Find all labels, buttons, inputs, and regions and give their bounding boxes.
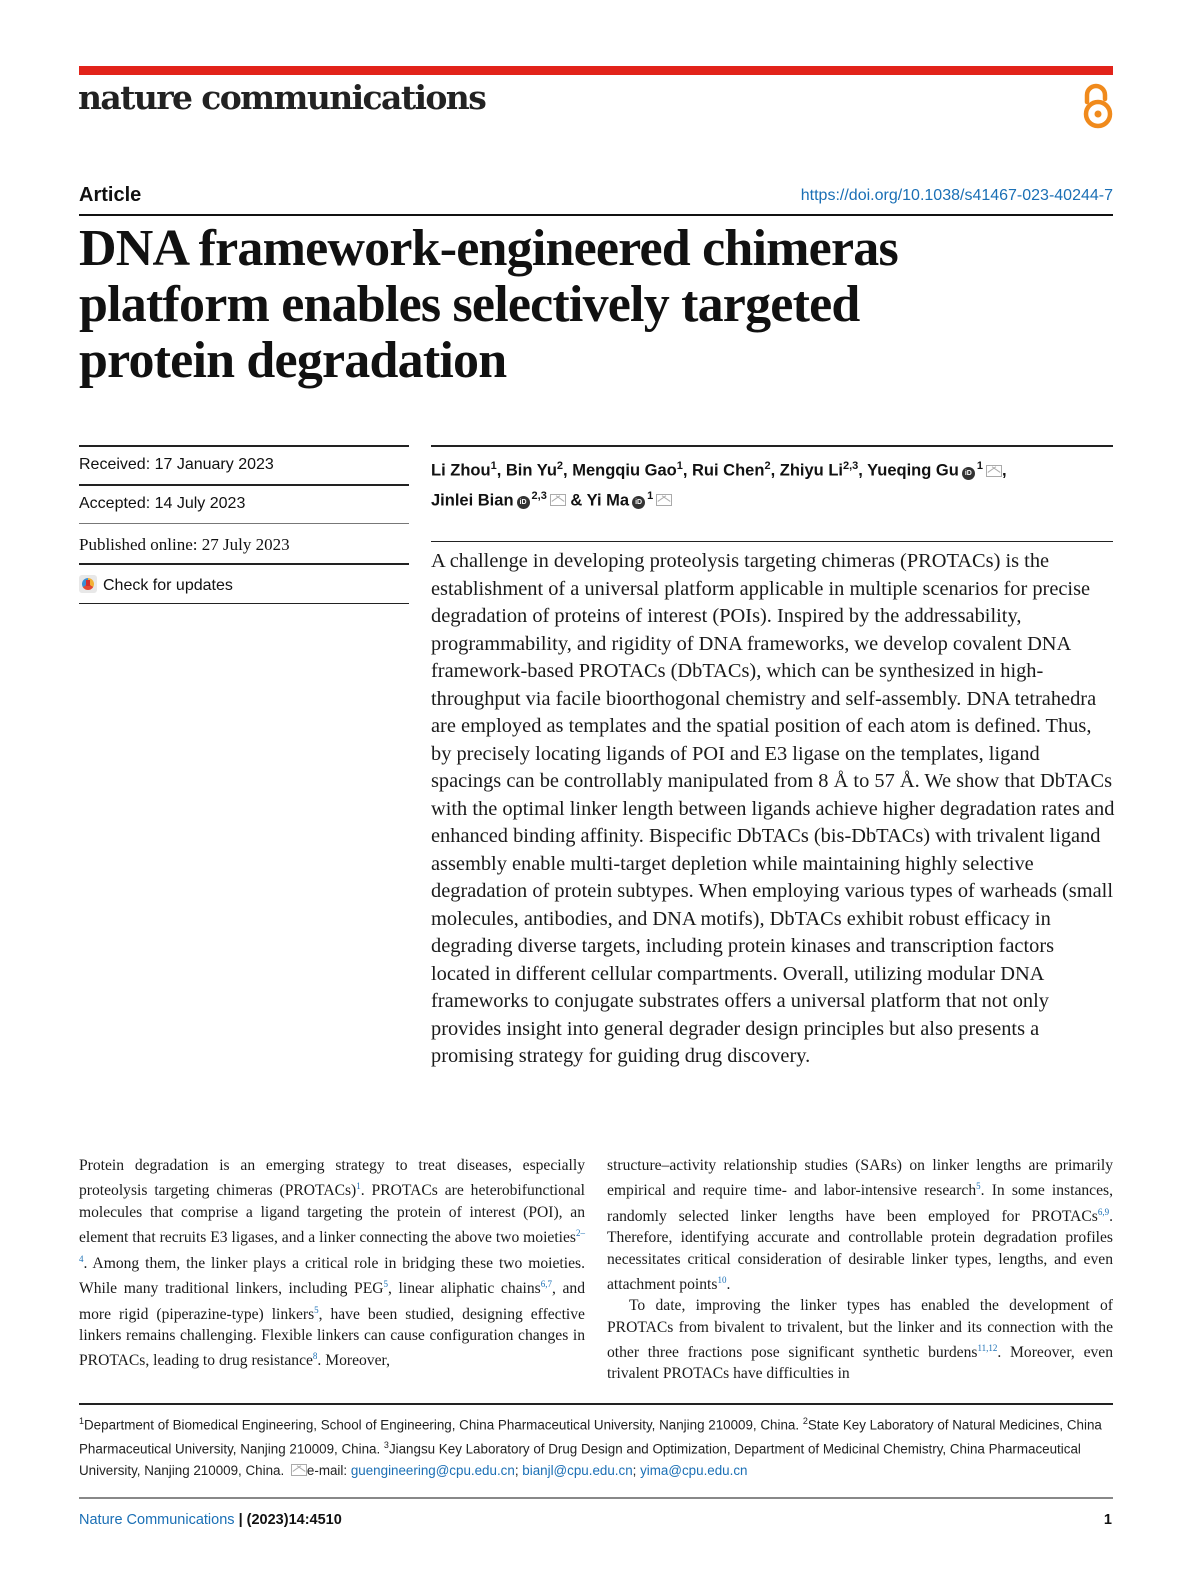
received-date: Received: 17 January 2023 (79, 456, 274, 473)
footer-journal-link[interactable]: Nature Communications (79, 1512, 235, 1528)
email-icon[interactable] (550, 494, 566, 506)
email-icon (291, 1464, 307, 1476)
author-name[interactable]: Li Zhou (431, 461, 491, 480)
reference-link[interactable]: 5 (314, 1304, 319, 1315)
affiliation-2: State Key Laboratory of Natural Medicines, China Pharmaceutical University, Nanjing 210009, China. (79, 1417, 1102, 1457)
reference-link[interactable]: 11,12 (977, 1342, 998, 1353)
author-affiliation-number: 1 (676, 460, 683, 472)
dates-rule (79, 484, 409, 486)
accepted-date: Accepted: 14 July 2023 (79, 495, 246, 512)
affiliation-3: Jiangsu Key Laboratory of Drug Design and Optimization, Department of Medicinal Chemistry, China Pharmaceutical University, Nanjing 210009, China. (79, 1441, 1081, 1478)
author-name[interactable]: Rui Chen (692, 461, 765, 480)
title-line: DNA framework-engineered chimeras (79, 220, 898, 277)
reference-link[interactable]: 1 (356, 1181, 361, 1192)
email-link[interactable]: yima@cpu.edu.cn (640, 1462, 748, 1478)
title-line: protein degradation (79, 332, 507, 389)
check-for-updates-icon (79, 575, 97, 593)
reference-link[interactable]: 10 (717, 1274, 727, 1285)
email-link[interactable]: bianjl@cpu.edu.cn (522, 1462, 633, 1478)
reference-link[interactable]: 5 (976, 1181, 981, 1192)
body-paragraph: Protein degradation is an emerging strategy to treat diseases, especially proteolysis targeting chimeras (PROTACs)$^1$. PROTACs are heterobifunctional molecules that comprise a ligand targeting the protein of interest (POI), an element that recruits E3 ligases, and a linker connecting the above two moieties$^{2-4}$. Among them, the linker plays a critical role in bridging these two moieties. While many traditional linkers, including PEG$^5$, linear aliphatic chains$^{6,7}$, and more rigid (piperazine-type) linkers$^5$, have been studied, designing effective linkers remains challenging. Flexible linkers can cause configuration changes in PROTACs, leading to drug resistance$^8$. Moreover, (79, 1157, 586, 1370)
email-icon[interactable] (656, 494, 672, 506)
reference-link[interactable]: 6,9 (1097, 1206, 1110, 1217)
article-title (79, 221, 1079, 389)
body-paragraph: To date, improving the linker types has enabled the development of PROTACs from bivalent to trivalent, but the linker and its connection with the other three fractions pose significant synthetic burdens$^{11,12}$. Moreover, even trivalent PROTACs have difficulties in (607, 1297, 1114, 1383)
page-number: 1 (1103, 1512, 1112, 1528)
orcid-icon[interactable]: iD (517, 496, 530, 509)
email-link[interactable]: guengineering@cpu.edu.cn (350, 1462, 515, 1478)
dates-rule (79, 523, 409, 524)
dates-top-rule (79, 445, 409, 447)
email-label: e-mail: (306, 1462, 351, 1478)
check-for-updates-button[interactable] (79, 575, 233, 595)
footer-rule (79, 1497, 1113, 1499)
published-date: Published online: 27 July 2023 (79, 535, 290, 554)
author-name[interactable]: Bin Yu (505, 461, 557, 480)
open-access-lock-icon (1078, 82, 1118, 130)
title-rule (79, 214, 1113, 216)
body-column-right (607, 1155, 1113, 1385)
author-affiliation-number: 1 (647, 489, 654, 502)
footer-volume: | (2023)14:4510 (234, 1512, 342, 1528)
author-affiliation-number: 2 (764, 460, 771, 472)
reference-link[interactable]: 2–4 (79, 1228, 585, 1264)
abstract-top-rule (431, 541, 1113, 542)
author-name[interactable]: Yi Ma (586, 491, 630, 509)
author-list: Li Zhou$^1$, Bin Yu$^2$, Mengqiu Gao$^1$, Rui Chen$^2$, Zhiyu Li$^{2,3}$, Yueqing Gu $iD^1$ , Jinlei Bian iD$^{2,3}$ & Yi Ma $iD^1$ (431, 460, 1007, 509)
body-paragraph: structure–activity relationship studies (SARs) on linker lengths are primarily empirical and require time- and labor-intensive research$^5$. In some instances, randomly selected linker lengths have been employed for PROTACs$^{6,9}$. Therefore, identifying accurate and controllable protein degradation profiles necessitates critical consideration of desirable linker types, lengths, and even attachment points$^{10}$. (607, 1157, 1113, 1294)
check-for-updates-label: Check for updates (103, 577, 233, 594)
author-name[interactable]: Jinlei Bian (431, 491, 514, 509)
footer-citation (79, 1512, 342, 1528)
orcid-icon[interactable]: iD (962, 467, 975, 480)
reference-link[interactable]: 5 (383, 1279, 389, 1290)
body-column-left (79, 1155, 585, 1372)
affiliation-number: 3 (383, 1440, 389, 1451)
reference-link[interactable]: 8 (312, 1351, 318, 1362)
journal-accent-bar (79, 66, 1113, 75)
email-icon[interactable] (986, 465, 1002, 477)
author-affiliation-number: 1 (490, 460, 497, 472)
affiliations: $^1$Department of Biomedical Engineering, School of Engineering, China Pharmaceutical University, Nanjing 210009, China. $^2$State Key Laboratory of Natural Medicines, China Pharmaceutical University, Nanjing 210009, China. $^3$Jiangsu Key Laboratory of Drug Design and Optimization, Department of Medicinal Chemistry, China Pharmaceutical University, Nanjing 210009, China. e-mail: guengineering@cpu.edu.cn; bianjl@cpu.edu.cn; yima@cpu.edu.cn (79, 1416, 1102, 1478)
affiliation-1: Department of Biomedical Engineering, School of Engineering, China Pharmaceutical University, Nanjing 210009, China. (84, 1417, 803, 1433)
affiliation-number: 1 (79, 1416, 85, 1426)
author-affiliation-number: 2,3 (842, 460, 859, 472)
affiliations-rule (79, 1403, 1113, 1405)
dates-rule (79, 563, 409, 565)
doi-link[interactable]: https://doi.org/10.1038/s41467-023-40244-7 (800, 187, 1113, 204)
author-affiliation-number: 2,3 (531, 489, 547, 502)
abstract: A challenge in developing proteolysis targeting chimeras (PROTACs) is the establishment of a universal platform applicable in multiple scenarios for precise degradation of proteins of interest (POIs). Inspired by the addressability, programmability, and rigidity of DNA frameworks, we develop covalent DNA framework-based PROTACs (DbTACs), which can be synthesized in high-throughput via facile bioorthogonal chemistry and self-assembly. DNA tetrahedra are employed as templates and the spatial position of each atom is defined. Thus, by precisely locating ligands of POI and E3 ligase on the templates, ligand spacings can be controllably manipulated from 8 Å to 57 Å. We show that DbTACs with the optimal linker length between ligands achieve higher degradation rates and enhanced binding affinity. Bispecific DbTACs (bis-DbTACs) with trivalent ligand assembly enable multi-target depletion while maintaining highly selective degradation of protein subtypes. When employing various types of warheads (small molecules, antibodies, and DNA motifs), DbTACs exhibit robust efficacy in degrading diverse targets, including protein kinases and transcription factors located in different cellular compartments. Overall, utilizing modular DNA frameworks to conjugate substrates offers a universal platform that not only provides insight into general degrader design principles but also presents a promising strategy for guiding drug discovery. (431, 550, 1115, 1067)
article-type-label: Article (79, 184, 142, 206)
reference-link[interactable]: 6,7 (540, 1279, 552, 1290)
orcid-icon[interactable]: iD (632, 496, 645, 509)
author-affiliation-number: 2 (556, 460, 564, 472)
author-name[interactable]: Zhiyu Li (779, 461, 843, 480)
affiliation-number: 2 (802, 1416, 808, 1426)
authors-top-rule (431, 445, 1113, 447)
author-affiliation-number: 1 (976, 460, 983, 472)
author-name[interactable]: Mengqiu Gao (572, 461, 677, 480)
title-line: platform enables selectively targeted (79, 276, 860, 333)
author-name[interactable]: Yueqing Gu (867, 461, 959, 480)
dates-bottom-rule (79, 603, 409, 604)
journal-name: nature communications (78, 78, 486, 117)
